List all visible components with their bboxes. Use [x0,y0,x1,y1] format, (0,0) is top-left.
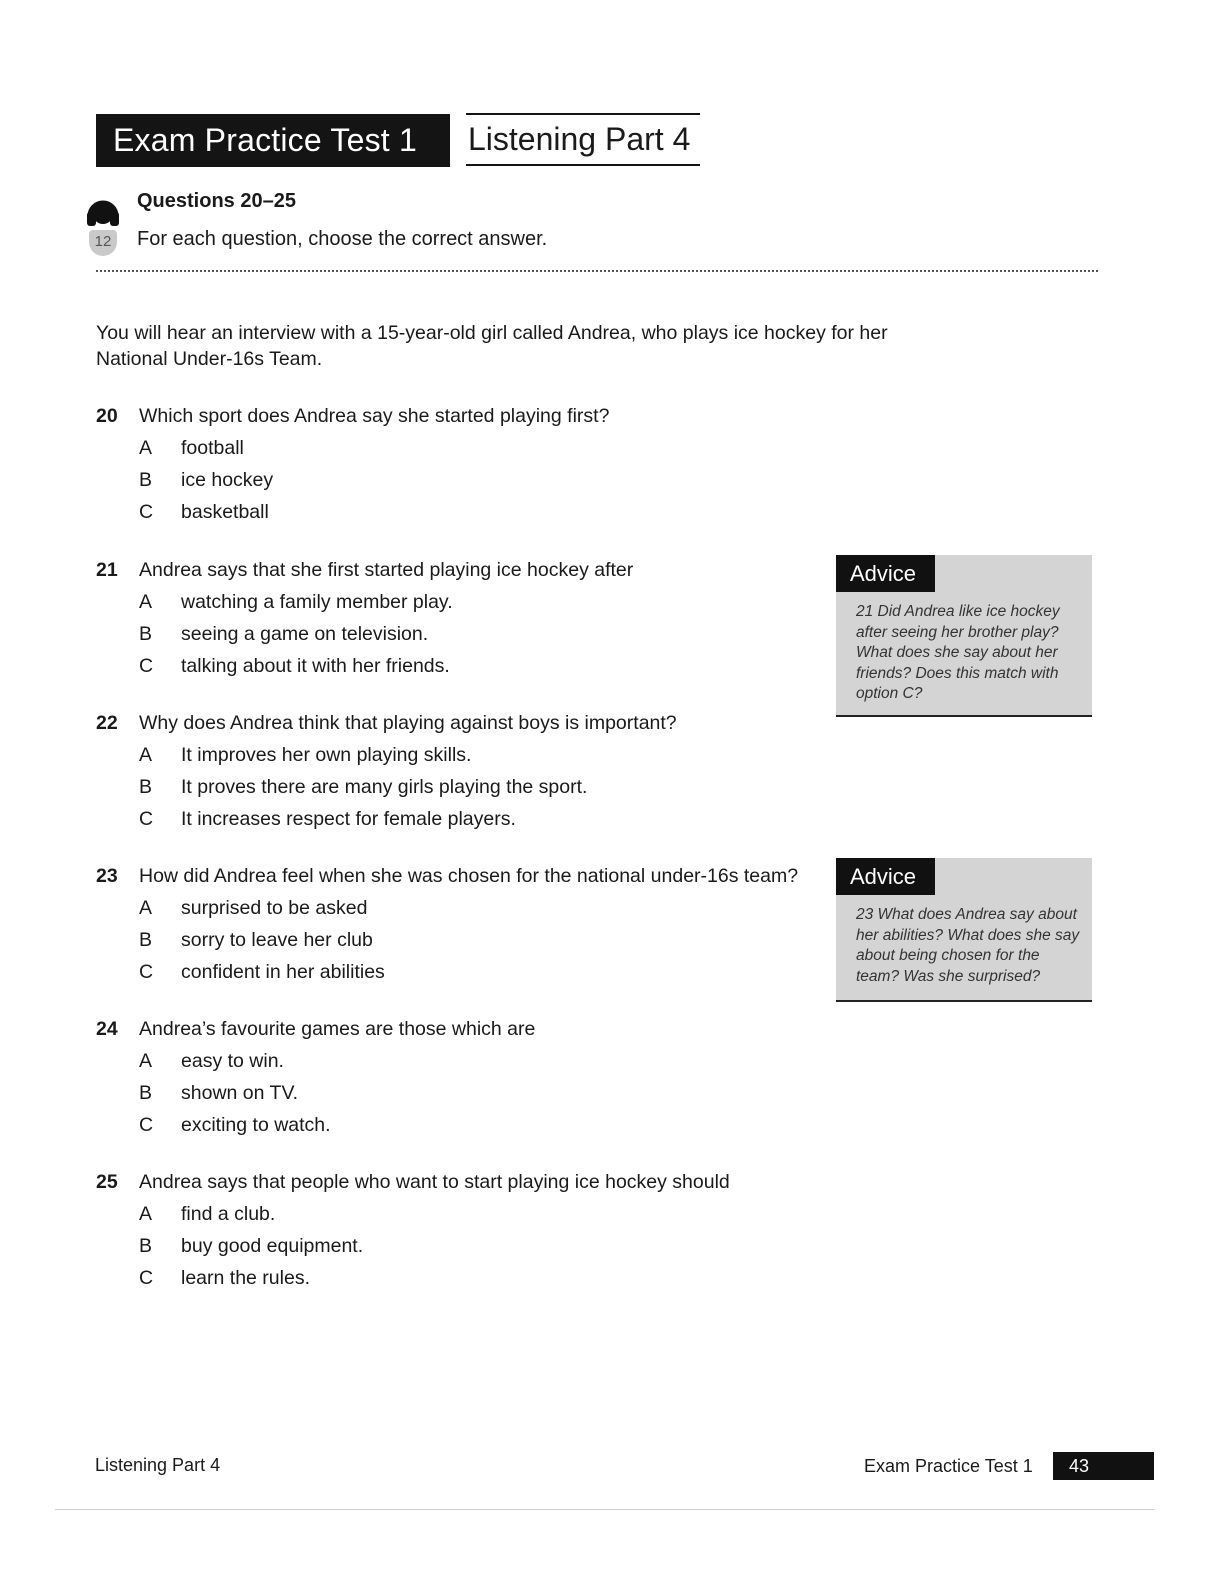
option-b[interactable]: B seeing a game on television. [139,623,429,645]
footer-section-label: Exam Practice Test 1 [864,1456,1033,1476]
option-a[interactable]: A watching a family member play. [139,591,453,613]
question-number: 22 [96,712,118,734]
bottom-rule [55,1509,1155,1510]
question-text: Why does Andrea think that playing against boys is important? [139,712,677,734]
option-b[interactable]: B It proves there are many girls playing the sport. [139,776,588,798]
question-text: How did Andrea feel when she was chosen for the national under-16s team? [139,865,799,887]
question-number: 21 [96,559,118,581]
option-c[interactable]: C learn the rules. [139,1267,310,1289]
instruction: For each question, choose the correct answer. [137,228,548,250]
option-c[interactable]: C basketball [139,501,269,523]
part-title: Listening Part 4 [466,113,700,166]
track-number: 12 [89,230,117,256]
question-number: 23 [96,865,118,887]
question-number: 20 [96,405,118,427]
question-text: Andrea’s favourite games are those which are [139,1018,536,1040]
advice-box-21 [836,555,1092,717]
advice-text: 21 Did Andrea like ice hockey after seeing her brother play? What does she say about her friends? Does this match with option C? [856,603,1060,702]
question-text: Andrea says that people who want to start playing ice hockey should [139,1171,730,1193]
question-number: 25 [96,1171,118,1193]
option-a[interactable]: A easy to win. [139,1050,284,1072]
question-text: Which sport does Andrea say she started playing first? [139,405,610,427]
advice-label: Advice [836,555,935,592]
section-title: Exam Practice Test 1 [96,114,450,167]
question-number: 24 [96,1018,118,1040]
questions-heading: Questions 20–25 [137,190,296,212]
option-b[interactable]: B ice hockey [139,469,274,491]
option-c[interactable]: C confident in her abilities [139,961,385,983]
option-a[interactable]: A find a club. [139,1203,276,1225]
option-c[interactable]: C exciting to watch. [139,1114,331,1136]
option-a[interactable]: A surprised to be asked [139,897,368,919]
advice-label: Advice [836,858,935,895]
page-number: 43 [1053,1452,1154,1480]
intro-text: You will hear an interview with a 15-year-old girl called Andrea, who plays ice hockey for her National Under-16s Team. [96,322,888,370]
option-b[interactable]: B shown on TV. [139,1082,299,1104]
dotted-divider [96,270,1098,272]
question-text: Andrea says that she first started playing ice hockey after [139,559,634,581]
advice-box-23 [836,858,1092,1002]
option-c[interactable]: C It increases respect for female players. [139,808,516,830]
option-b[interactable]: B buy good equipment. [139,1235,364,1257]
advice-text: 23 What does Andrea say about her abilities? What does she say about being chosen for the team? Was she surprised? [856,906,1080,985]
option-a[interactable]: A It improves her own playing skills. [139,744,472,766]
footer-part-label: Listening Part 4 [95,1455,221,1475]
option-c[interactable]: C talking about it with her friends. [139,655,450,677]
option-a[interactable]: A football [139,437,244,459]
option-b[interactable]: B sorry to leave her club [139,929,373,951]
